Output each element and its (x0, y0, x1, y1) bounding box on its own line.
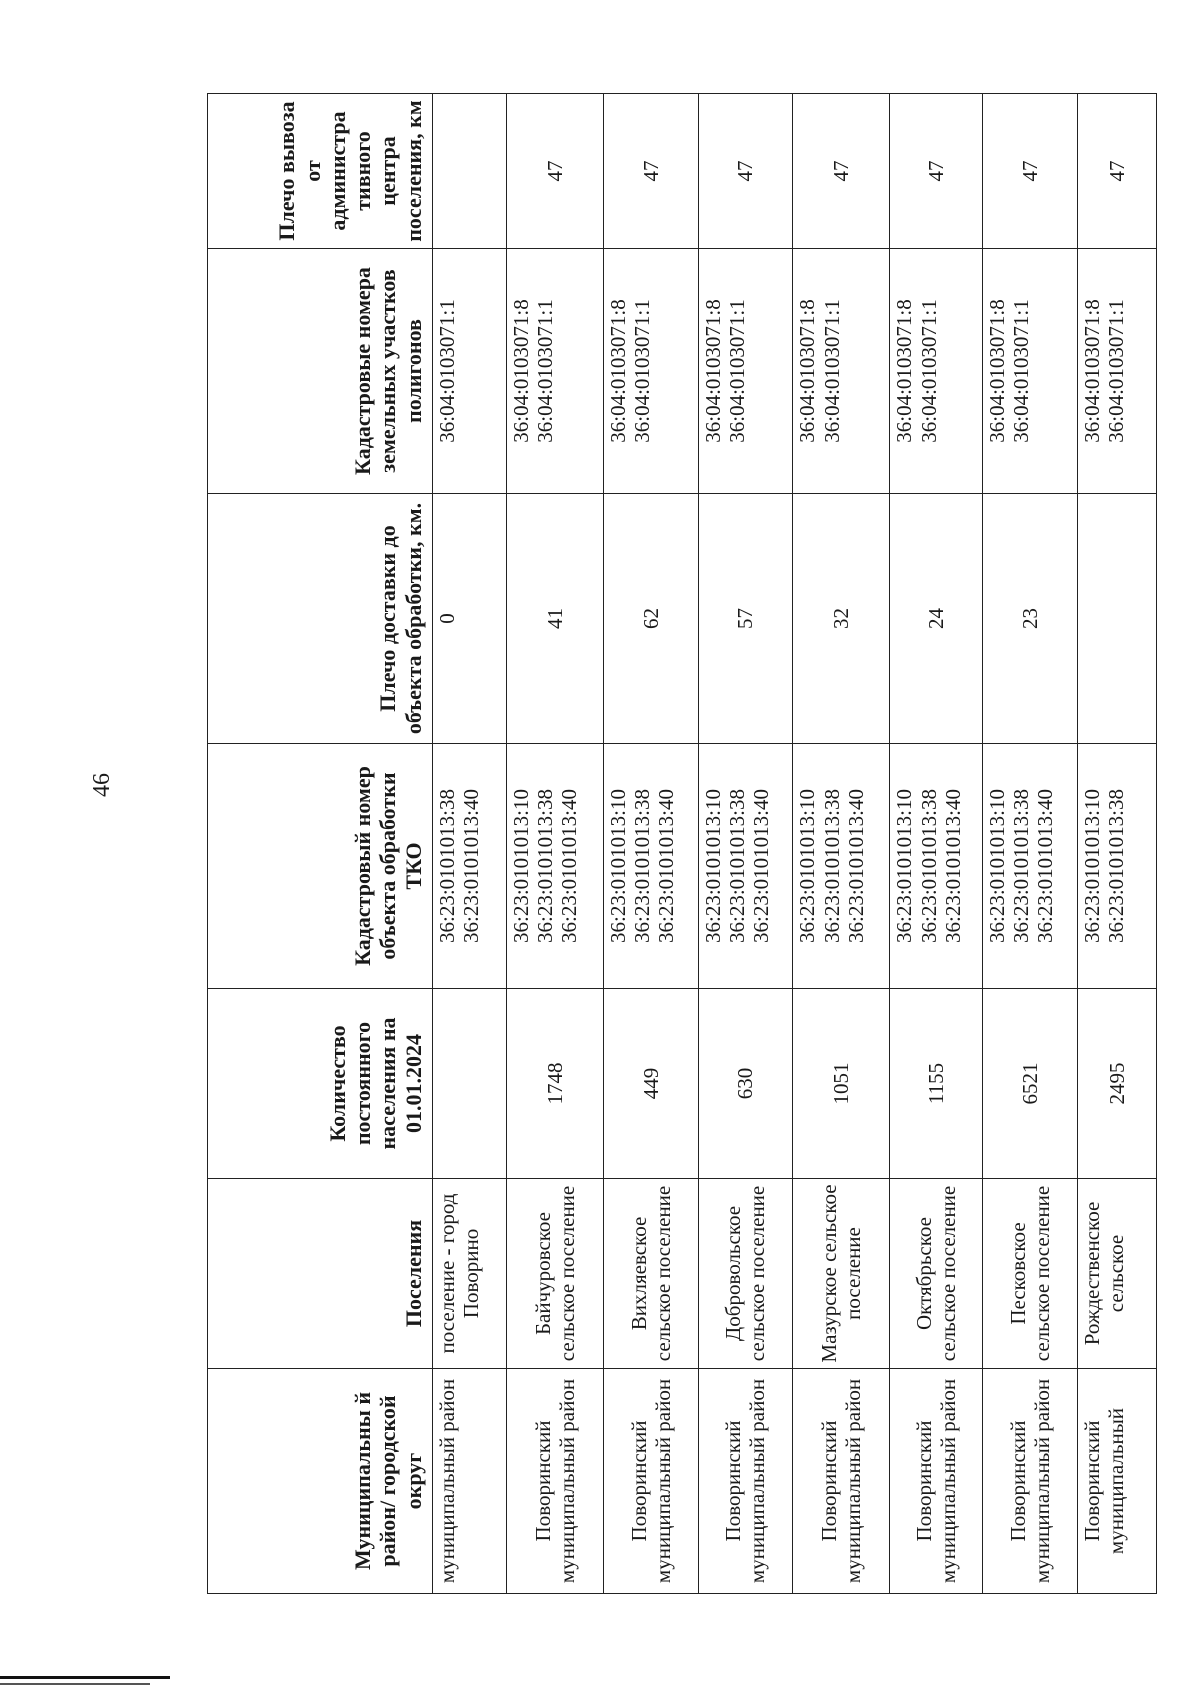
cell-removal-distance: 47 (793, 94, 890, 249)
cell-delivery-distance (1077, 494, 1156, 744)
cell-district: Поворинский муниципальный район (698, 1369, 793, 1594)
cell-removal-distance: 47 (603, 94, 698, 249)
waste-logistics-table (207, 93, 1157, 1594)
cell-population: 1051 (793, 989, 890, 1179)
cell-delivery-distance: 41 (506, 494, 603, 744)
header-district: Муниципальны й район/ городской округ (208, 1369, 433, 1594)
cell-processing-cadastral (1077, 744, 1156, 989)
table-header-row (208, 94, 433, 1594)
cell-processing-cadastral-line: 36:23:0101013:40 (459, 789, 484, 944)
cell-removal-distance: 47 (698, 94, 793, 249)
cell-population: 1748 (506, 989, 603, 1179)
cell-settlement: поселение - город Поворино (433, 1179, 507, 1369)
cell-landfill-cadastral-line: 36:04:0103071:1 (1009, 299, 1034, 443)
cell-processing-cadastral (793, 744, 890, 989)
cell-landfill-cadastral-line: 36:04:0103071:1 (916, 299, 941, 443)
rotated-table-container (207, 94, 1157, 1594)
cell-processing-cadastral-line: 36:23:0101013:40 (654, 789, 678, 944)
cell-landfill-cadastral (1077, 249, 1156, 494)
cell-processing-cadastral-line: 36:23:0101013:38 (1009, 789, 1034, 944)
cell-removal-distance: 47 (983, 94, 1078, 249)
cell-delivery-distance: 57 (698, 494, 793, 744)
cell-district: Поворинский муниципальный (1077, 1369, 1156, 1594)
cell-processing-cadastral-line: 36:23:0101013:10 (700, 789, 725, 944)
cell-landfill-cadastral (890, 249, 983, 494)
cell-processing-cadastral-line: 36:23:0101013:40 (940, 789, 965, 944)
cell-population: 630 (698, 989, 793, 1179)
cell-population: 6521 (983, 989, 1078, 1179)
header-landfill-cadastral: Кадастровые номера земельных участков полигонов (208, 249, 433, 494)
cell-processing-cadastral-line: 36:23:0101013:38 (629, 789, 654, 944)
header-population: Количество постоянного населения на 01.01.2024 (208, 989, 433, 1179)
cell-settlement: Октябрьское сельское поселение (890, 1179, 983, 1369)
cell-district: Поворинский муниципальный район (793, 1369, 890, 1594)
cell-population: 1155 (890, 989, 983, 1179)
cell-population (433, 989, 507, 1179)
cell-district: муниципальный район (433, 1369, 507, 1594)
cell-processing-cadastral-line: 36:23:0101013:10 (892, 789, 917, 944)
cell-removal-distance: 47 (506, 94, 603, 249)
cell-landfill-cadastral-line: 36:04:0103071:8 (795, 299, 820, 443)
cell-landfill-cadastral-line: 36:04:0103071:8 (605, 299, 630, 443)
cell-delivery-distance: 23 (983, 494, 1078, 744)
cell-landfill-cadastral (603, 249, 698, 494)
cell-processing-cadastral-line: 36:23:0101013:10 (1079, 789, 1104, 944)
cell-processing-cadastral-line: 36:23:0101013:38 (435, 789, 459, 944)
cell-landfill-cadastral-line: 36:04:0103071:8 (1079, 299, 1104, 443)
cell-landfill-cadastral-line: 36:04:0103071:1 (819, 299, 844, 443)
cell-landfill-cadastral (793, 249, 890, 494)
cell-district: Поворинский муниципальный район (890, 1369, 983, 1594)
cell-landfill-cadastral-line: 36:04:0103071:8 (892, 299, 917, 443)
cell-processing-cadastral-line: 36:23:0101013:38 (819, 789, 844, 944)
cell-processing-cadastral-line: 36:23:0101013:10 (605, 789, 630, 944)
cell-processing-cadastral-line: 36:23:0101013:10 (508, 789, 533, 944)
cell-delivery-distance: 24 (890, 494, 983, 744)
cell-processing-cadastral (983, 744, 1078, 989)
table-row (603, 94, 698, 1594)
cell-settlement: Вихляевское сельское поселение (603, 1179, 698, 1369)
cell-settlement: Добровольское сельское поселение (698, 1179, 793, 1369)
cell-removal-distance (433, 94, 507, 249)
cell-landfill-cadastral (983, 249, 1078, 494)
cell-removal-distance: 47 (890, 94, 983, 249)
cell-district: Поворинский муниципальный район (506, 1369, 603, 1594)
cell-processing-cadastral-line: 36:23:0101013:40 (748, 789, 773, 944)
cell-processing-cadastral-line: 36:23:0101013:40 (1033, 789, 1058, 944)
cell-processing-cadastral (890, 744, 983, 989)
cell-processing-cadastral (506, 744, 603, 989)
table-row (983, 94, 1078, 1594)
cell-settlement: Песковское сельское поселение (983, 1179, 1078, 1369)
cell-population: 449 (603, 989, 698, 1179)
cell-processing-cadastral-line: 36:23:0101013:38 (724, 789, 749, 944)
cell-landfill-cadastral-line: 36:04:0103071:8 (508, 299, 533, 443)
table-row (890, 94, 983, 1594)
cell-landfill-cadastral-line: 36:04:0103071:1 (1104, 299, 1129, 443)
table-row (433, 94, 507, 1594)
table-row (793, 94, 890, 1594)
cell-population: 2495 (1077, 989, 1156, 1179)
cell-district: Поворинский муниципальный район (983, 1369, 1078, 1594)
cell-settlement: Байчуровское сельское поселение (506, 1179, 603, 1369)
header-settlement: Поселения (208, 1179, 433, 1369)
cell-processing-cadastral (433, 744, 507, 989)
cell-processing-cadastral (603, 744, 698, 989)
table-row (506, 94, 603, 1594)
cell-removal-distance: 47 (1077, 94, 1156, 249)
footer-rule-secondary (0, 1683, 150, 1685)
cell-landfill-cadastral (698, 249, 793, 494)
cell-processing-cadastral-line: 36:23:0101013:40 (557, 789, 582, 944)
cell-processing-cadastral-line: 36:23:0101013:38 (532, 789, 557, 944)
cell-landfill-cadastral-line: 36:04:0103071:1 (724, 299, 749, 443)
cell-landfill-cadastral-line: 36:04:0103071:1 (532, 299, 557, 443)
cell-processing-cadastral-line: 36:23:0101013:10 (795, 789, 820, 944)
table-row (1077, 94, 1156, 1594)
cell-settlement: Мазурское сельское поселение (793, 1179, 890, 1369)
cell-landfill-cadastral (506, 249, 603, 494)
cell-processing-cadastral (698, 744, 793, 989)
footer-rule (0, 1676, 170, 1679)
cell-landfill-cadastral-line: 36:04:0103071:8 (700, 299, 725, 443)
cell-landfill-cadastral-line: 36:04:0103071:8 (985, 299, 1010, 443)
header-processing-cadastral: Кадастровый номер объекта обработки ТКО (208, 744, 433, 989)
page-number: 46 (89, 773, 115, 797)
cell-settlement: Рождественское сельское (1077, 1179, 1156, 1369)
table-body (433, 94, 1157, 1594)
cell-processing-cadastral-line: 36:23:0101013:10 (985, 789, 1010, 944)
cell-processing-cadastral-line: 36:23:0101013:38 (1104, 789, 1129, 944)
cell-processing-cadastral-line: 36:23:0101013:40 (843, 789, 868, 944)
header-removal-distance: Плечо вывоза от администра тивного центра поселения, км (208, 94, 433, 249)
cell-district: Поворинский муниципальный район (603, 1369, 698, 1594)
cell-delivery-distance: 62 (603, 494, 698, 744)
cell-delivery-distance: 0 (433, 494, 507, 744)
cell-delivery-distance: 32 (793, 494, 890, 744)
table-row (698, 94, 793, 1594)
cell-processing-cadastral-line: 36:23:0101013:38 (916, 789, 941, 944)
cell-landfill-cadastral-line: 36:04:0103071:1 (629, 299, 654, 443)
cell-landfill-cadastral-line: 36:04:0103071:1 (435, 299, 459, 443)
header-delivery-distance: Плечо доставки до объекта обработки, км. (208, 494, 433, 744)
cell-landfill-cadastral (433, 249, 507, 494)
